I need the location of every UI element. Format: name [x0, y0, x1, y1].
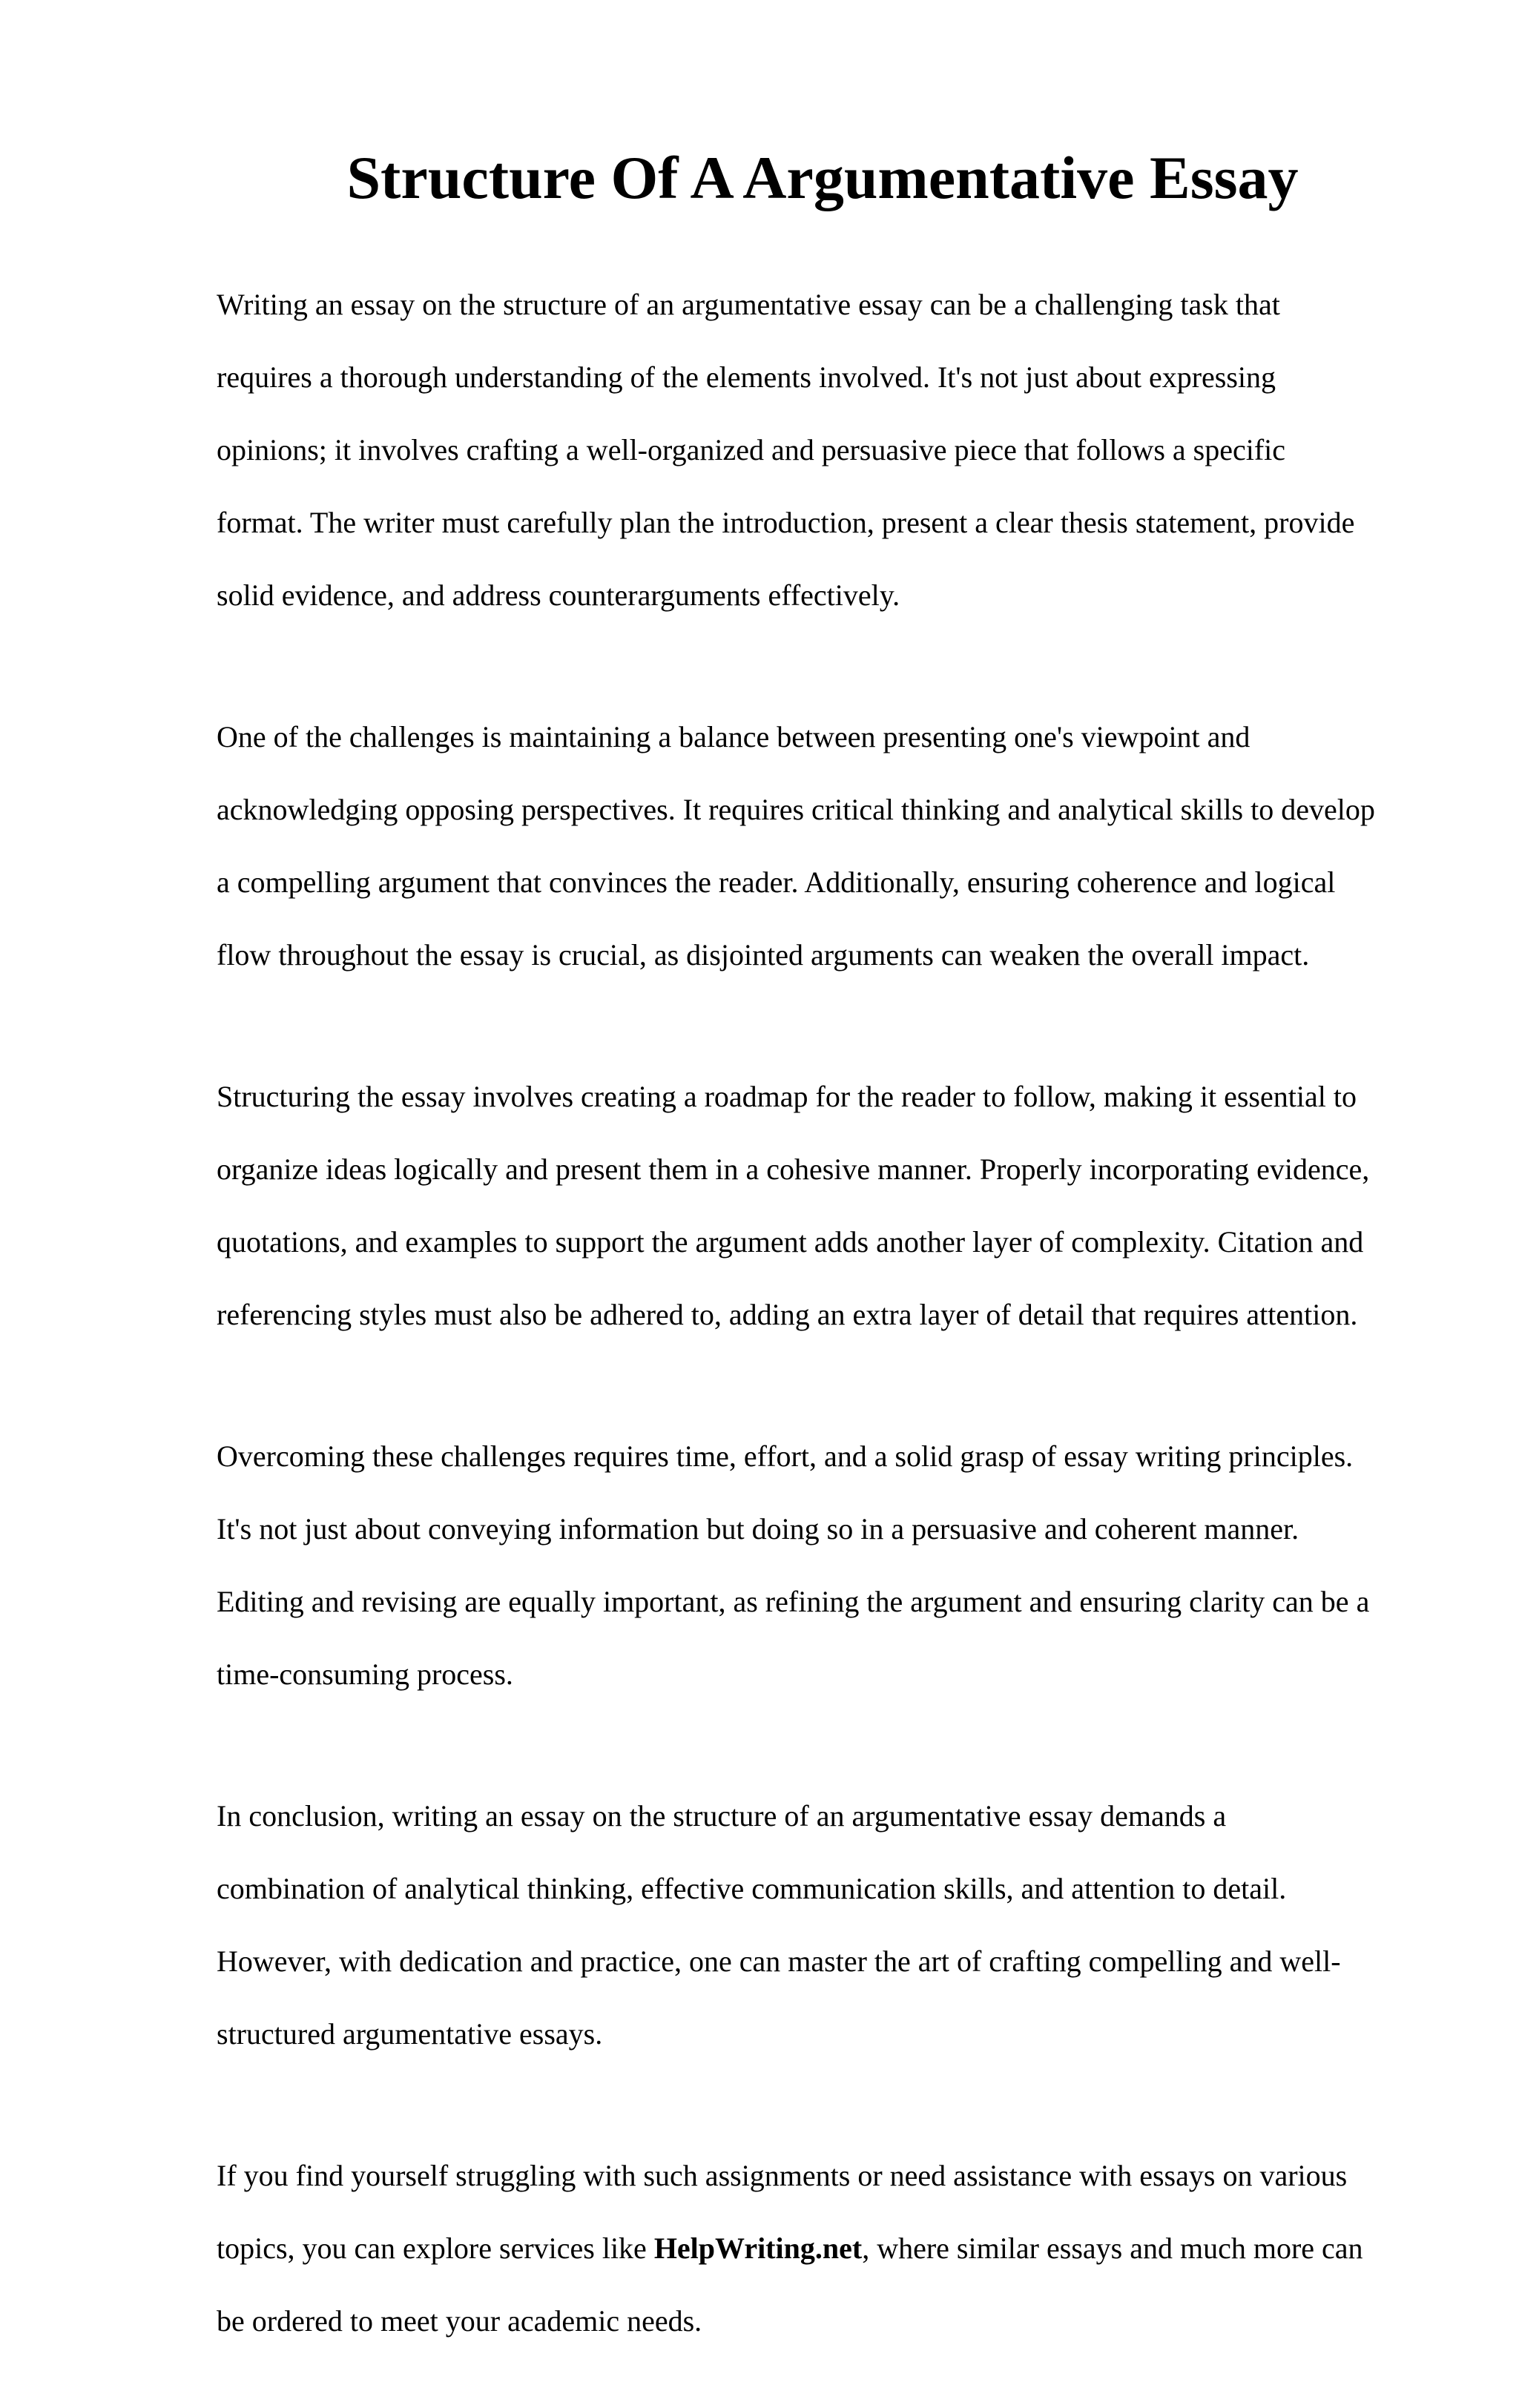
helpwriting-link[interactable]: HelpWriting.net: [653, 2231, 863, 2265]
paragraph-line: structured argumentative essays.: [217, 2017, 603, 2051]
paragraph-line: flow throughout the essay is crucial, as disjointed arguments can weaken the overall impact.: [217, 938, 1310, 972]
paragraph-line: format. The writer must carefully plan the introduction, present a clear thesis statement, provide: [217, 506, 1355, 539]
paragraph-line: Structuring the essay involves creating a roadmap for the reader to follow, making it essential to: [217, 1080, 1357, 1113]
paragraph-line: In conclusion, writing an essay on the structure of an argumentative essay demands a: [217, 1799, 1227, 1833]
paragraph-line: referencing styles must also be adhered to, adding an extra layer of detail that requires attention.: [217, 1298, 1358, 1331]
paragraph-line: If you find yourself struggling with such assignments or need assistance with essays on various: [217, 2159, 1348, 2192]
paragraph-line: combination of analytical thinking, effective communication skills, and attention to detail.: [217, 1872, 1287, 1905]
paragraph-line: be ordered to meet your academic needs.: [217, 2304, 702, 2338]
paragraph-5: [217, 1761, 1433, 2088]
paragraph-1: [217, 250, 1433, 650]
document-body: [217, 250, 1433, 2408]
paragraph-line: a compelling argument that convinces the reader. Additionally, ensuring coherence and logical: [217, 865, 1336, 899]
paragraph-line: requires a thorough understanding of the elements involved. It's not just about expressing: [217, 360, 1276, 394]
paragraph-line: Editing and revising are equally important, as refining the argument and ensuring clarity can be a: [217, 1585, 1370, 1618]
paragraph-line: opinions; it involves crafting a well-organized and persuasive piece that follows a specific: [217, 433, 1286, 466]
paragraph-line: acknowledging opposing perspectives. It requires critical thinking and analytical skills to develop: [217, 793, 1375, 826]
paragraph-line: However, with dedication and practice, one can master the art of crafting compelling and well-: [217, 1944, 1341, 1978]
paragraph-line: Writing an essay on the structure of an argumentative essay can be a challenging task that: [217, 288, 1280, 321]
closing-text-after-link: , where similar essays and much more can: [862, 2231, 1363, 2265]
paragraph-line: quotations, and examples to support the argument adds another layer of complexity. Citation and: [217, 1225, 1364, 1259]
paragraph-line: organize ideas logically and present them in a cohesive manner. Properly incorporating evidence,: [217, 1152, 1370, 1186]
paragraph-4: [217, 1402, 1433, 1729]
paragraph-line: [217, 2230, 1433, 2266]
closing-text-before-link: topics, you can explore services like: [217, 2231, 654, 2265]
closing-paragraph: [217, 2121, 1433, 2375]
paragraph-2: [217, 682, 1433, 1009]
paragraph-line: Overcoming these challenges requires time, effort, and a solid grasp of essay writing principles.: [217, 1439, 1354, 1473]
paragraph-line: One of the challenges is maintaining a balance between presenting one's viewpoint and: [217, 720, 1251, 753]
paragraph-3: [217, 1042, 1433, 1369]
paragraph-line: It's not just about conveying information but doing so in a persuasive and coherent manner.: [217, 1512, 1299, 1546]
paragraph-line: time-consuming process.: [217, 1657, 513, 1691]
paragraph-line: solid evidence, and address counterarguments effectively.: [217, 578, 900, 612]
document-title: Structure Of A Argumentative Essay: [346, 144, 1299, 211]
